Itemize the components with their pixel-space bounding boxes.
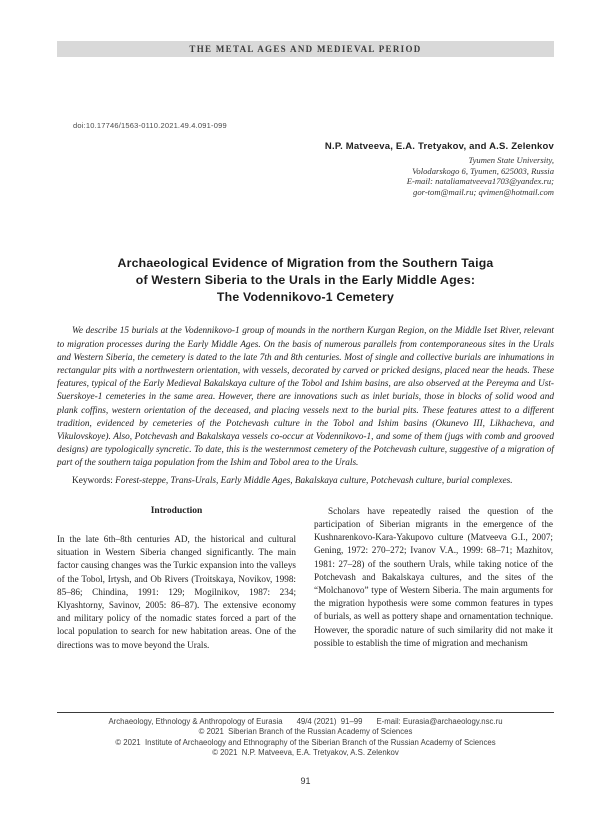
right-column-paragraph: Scholars have repeatedly raised the question of the participation of Siberian migrants in the emergence of the Kushnarenkovo-Kara-Yakupovo culture (Matveeva G.I., 2007; Gening, 1972: 270–272; Ivanov V.A., 1999: 68–71; Mazhitov, 1981: 27–28) of the southern Urals, while taking notice of the Potchevash and Bakalskaya cultures, and the sites of the “Molchanovo” type of Western Siberia. The main arguments for the migration hypothesis were some common features in types of burials, as well as pottery shape and ornamentation technique. However, the sporadic nature of such similarity did not make it possible to establish the time of migration and mechanism [314,505,553,648]
keywords-label: Keywords: [72,475,113,486]
doi-text: doi:10.17746/1563-0110.2021.49.4.091-099 [73,121,227,130]
affiliation-line: Tyumen State University, [468,155,554,165]
footer-email: E-mail: Eurasia@archaeology.nsc.ru [376,717,503,726]
affiliation-line: Volodarskogo 6, Tyumen, 625003, Russia [412,165,554,176]
footer-copyright-2: © 2021 Institute of Archaeology and Ethnography of the Siberian Branch of the Russian Academy of Sciences [115,737,496,747]
abstract-paragraph: We describe 15 burials at the Vodennikovo-1 group of mounds in the northern Kurgan Region, on the Middle Iset River, relevant to migration processes during the Early Middle Ages. On the basis of numerous parallels from contemporaneous sites in the Urals and Western Siberia, the cemetery is dated to the late 7th and 8th centuries. Most of single and collective burials are inhumations in rectangular pits with a northwestern orientation, with vessels, decorated by carved or pricked designs, placed near the heads. These features, typical of the Early Medieval Bakalskaya culture of the Tobol and Ishim basins, are also observed at the Pereyma and Ust-Suerskoye-1 cemeteries in the same area. However, there are innovations such as inlet burials, those in blocks of solid wood and plank coffins, western orientation of the deceased, and placing vessels next to the burial pits. These features attest to a different tradition, evidenced by cemeteries of the Potchevash culture in the Tobol and Ishim basins (Okunevo III, Likhacheva, and Vikulovskoye). Also, Potchevash and Bakalskaya vessels co-occur at Vodennikovo-1, and some of them (jugs with comb and grooved designs) are typologically syncretic. To date, this is the westernmost cemetery of the Potchevash culture, suggestive of a migration of part of the southern taiga population from the Ishim and Tobol area to the Urals. [57,326,554,469]
section-header-title: THE METAL AGES AND MEDIEVAL PERIOD [189,44,422,54]
article-title-line: The Vodennikovo-1 Cemetery [216,290,395,305]
section-header-bar [57,41,554,57]
two-column-body [57,505,554,652]
footer-copyright-1: © 2021 Siberian Branch of the Russian Academy of Sciences [198,727,413,737]
footer-journal-name: Archaeology, Ethnology & Anthropology of Eurasia [108,717,283,726]
left-column-paragraph: In the late 6th–8th centuries AD, the historical and cultural situation in Western Siberia changed significantly. The main factor causing changes was the Turkic expansion into the valleys of the Tobol, Irtysh, and Ob Rivers (Troitskaya, Novikov, 1998: 85–86; Chindina, 1991: 129; Mogilnikov, 1987: 234; Klyashtorny, Savinov, 2005: 86–87). The extensive economy and military policy of the nomadic states forced a part of the local population to search for new habitation areas. One of the directions was to move beyond the Urals. [57,534,296,650]
authors-block [57,141,554,197]
article-title-line: of Western Siberia to the Urals in the Early Middle Ages: [135,273,476,288]
keywords-paragraph [57,475,554,488]
affiliation-email-line: E-mail: nataliamatveeva1703@yandex.ru; [406,176,554,187]
authors-line: N.P. Matveeva, E.A. Tretyakov, and A.S. Zelenkov [324,141,554,152]
page-number: 91 [300,776,311,786]
right-column [314,505,553,652]
introduction-heading: Introduction [150,505,203,516]
left-column [57,505,296,652]
footer-journal-line [57,717,554,727]
article-title-line: Archaeological Evidence of Migration from the Southern Taiga [117,256,494,271]
keywords-text: Forest-steppe, Trans-Urals, Early Middle Ages, Bakalskaya culture, Potchevash culture, burial complexes. [115,475,513,486]
affiliation-email-line: gor-tom@mail.ru; qvimen@hotmail.com [413,186,554,197]
affiliation-block [57,155,554,197]
footer-issue-info: 49/4 (2021) 91–99 [296,717,363,726]
footer-copyright-3: © 2021 N.P. Matveeva, E.A. Tretyakov, A.S. Zelenkov [212,748,399,758]
page-footer [57,712,554,759]
article-title [57,255,554,306]
